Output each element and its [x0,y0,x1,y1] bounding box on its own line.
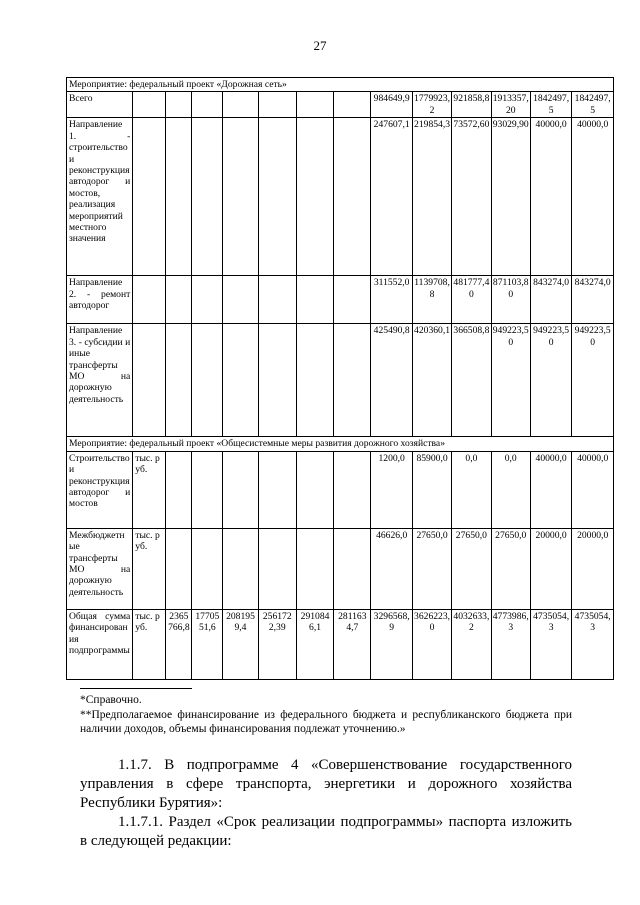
value-cell: 4735054,3 [572,609,614,679]
row-name-cell: Направление 1. - строительство и реконструкция автодорог и мостов, реализация мероприятий местного значения [67,118,133,276]
value-cell [166,528,192,609]
section-2-header [67,437,614,451]
value-cell: 871103,80 [491,276,530,324]
value-cell [192,528,223,609]
value-cell [334,92,371,118]
section-1-header [67,78,614,92]
value-cell: 1770551,6 [192,609,223,679]
value-cell [258,451,296,528]
row-name-cell: Общая сумма финансирования подпрограммы [67,609,133,679]
value-cell: 4032633,2 [452,609,491,679]
value-cell: 843274,0 [572,276,614,324]
value-cell: 949223,50 [530,324,571,437]
section-title: Мероприятие: федеральный проект «Общесистемные меры развития дорожного хозяйства» [67,437,614,451]
paragraph-1-1-7-1: 1.1.7.1. Раздел «Срок реализации подпрограммы» паспорта изложить в следующей редакции: [80,814,572,849]
value-cell: 0,0 [452,451,491,528]
value-cell: 1200,0 [371,451,412,528]
value-cell [192,92,223,118]
value-cell [296,118,333,276]
financing-table-body [67,78,614,680]
value-cell [223,528,258,609]
table-row [67,451,614,528]
value-cell: 46626,0 [371,528,412,609]
footnote-divider [80,688,192,689]
row-name-cell: Направление 3. - субсидии и иные трансферты МО на дорожную деятельность [67,324,133,437]
value-cell: 1842497,5 [572,92,614,118]
value-cell: 1913357,20 [491,92,530,118]
value-cell [258,276,296,324]
value-cell [258,324,296,437]
table-row [67,92,614,118]
table-row [67,609,614,679]
value-cell: 4773986,3 [491,609,530,679]
value-cell: 1779923,2 [412,92,451,118]
value-cell: 27650,0 [452,528,491,609]
table-row [67,118,614,276]
value-cell [296,451,333,528]
unit-cell: тыс. руб. [133,451,166,528]
value-cell: 3626223,0 [412,609,451,679]
value-cell: 311552,0 [371,276,412,324]
value-cell: 219854,3 [412,118,451,276]
value-cell: 40000,0 [530,451,571,528]
unit-cell [133,324,166,437]
value-cell [296,276,333,324]
value-cell: 481777,40 [452,276,491,324]
unit-cell [133,118,166,276]
footnote-reference: *Справочно. [80,694,142,706]
value-cell: 366508,8 [452,324,491,437]
value-cell: 949223,50 [572,324,614,437]
unit-cell: тыс. руб. [133,528,166,609]
unit-cell [133,92,166,118]
value-cell [334,276,371,324]
value-cell: 73572,60 [452,118,491,276]
value-cell: 0,0 [491,451,530,528]
value-cell [223,118,258,276]
value-cell: 20000,0 [530,528,571,609]
value-cell: 1842497,5 [530,92,571,118]
value-cell [223,92,258,118]
value-cell [223,451,258,528]
value-cell [192,118,223,276]
value-cell [223,276,258,324]
value-cell: 40000,0 [572,118,614,276]
value-cell [166,451,192,528]
row-name-cell: Межбюджетные трансферты МО на дорожную деятельность [67,528,133,609]
value-cell [166,118,192,276]
value-cell: 27650,0 [491,528,530,609]
value-cell: 984649,9 [371,92,412,118]
value-cell: 2561722,39 [258,609,296,679]
value-cell: 40000,0 [572,451,614,528]
row-name-cell: Направление 2. - ремонт автодорог [67,276,133,324]
footnotes [80,693,572,737]
value-cell [296,92,333,118]
financing-table [66,77,614,680]
value-cell: 4735054,3 [530,609,571,679]
unit-cell [133,276,166,324]
value-cell: 425490,8 [371,324,412,437]
row-name-cell: Строительство и реконструкция автодорог и мостов [67,451,133,528]
value-cell: 2811634,7 [334,609,371,679]
value-cell [296,528,333,609]
value-cell: 2910846,1 [296,609,333,679]
value-cell: 843274,0 [530,276,571,324]
page-number: 27 [313,38,327,53]
section-title: Мероприятие: федеральный проект «Дорожная сеть» [67,78,614,92]
value-cell [166,324,192,437]
value-cell [258,118,296,276]
value-cell [296,324,333,437]
value-cell [334,118,371,276]
value-cell: 93029,90 [491,118,530,276]
footnote-financing: **Предполагаемое финансирование из федерального бюджета и республиканского бюджета при наличии доходов, объемы финансирования подлежат уточнению.» [80,708,572,735]
body-text [80,756,572,851]
value-cell: 20000,0 [572,528,614,609]
value-cell [334,451,371,528]
value-cell [334,324,371,437]
value-cell: 949223,50 [491,324,530,437]
value-cell: 3296568,9 [371,609,412,679]
table-row [67,276,614,324]
value-cell [192,451,223,528]
value-cell [192,276,223,324]
value-cell [166,92,192,118]
value-cell: 27650,0 [412,528,451,609]
table-row [67,528,614,609]
value-cell: 85900,0 [412,451,451,528]
paragraph-1-1-7: 1.1.7. В подпрограмме 4 «Совершенствование государственного управления в сфере транспорта, энергетики и дорожного хозяйства Республики Бурятия»: [80,757,572,811]
value-cell: 921858,8 [452,92,491,118]
value-cell [334,528,371,609]
value-cell [166,276,192,324]
value-cell: 2081959,4 [223,609,258,679]
row-name-cell: Всего [67,92,133,118]
value-cell [258,528,296,609]
table-row [67,324,614,437]
value-cell [258,92,296,118]
unit-cell: тыс. руб. [133,609,166,679]
value-cell: 2365766,8 [166,609,192,679]
value-cell [223,324,258,437]
value-cell: 420360,1 [412,324,451,437]
value-cell: 247607,1 [371,118,412,276]
value-cell [192,324,223,437]
value-cell: 1139708,8 [412,276,451,324]
value-cell: 40000,0 [530,118,571,276]
